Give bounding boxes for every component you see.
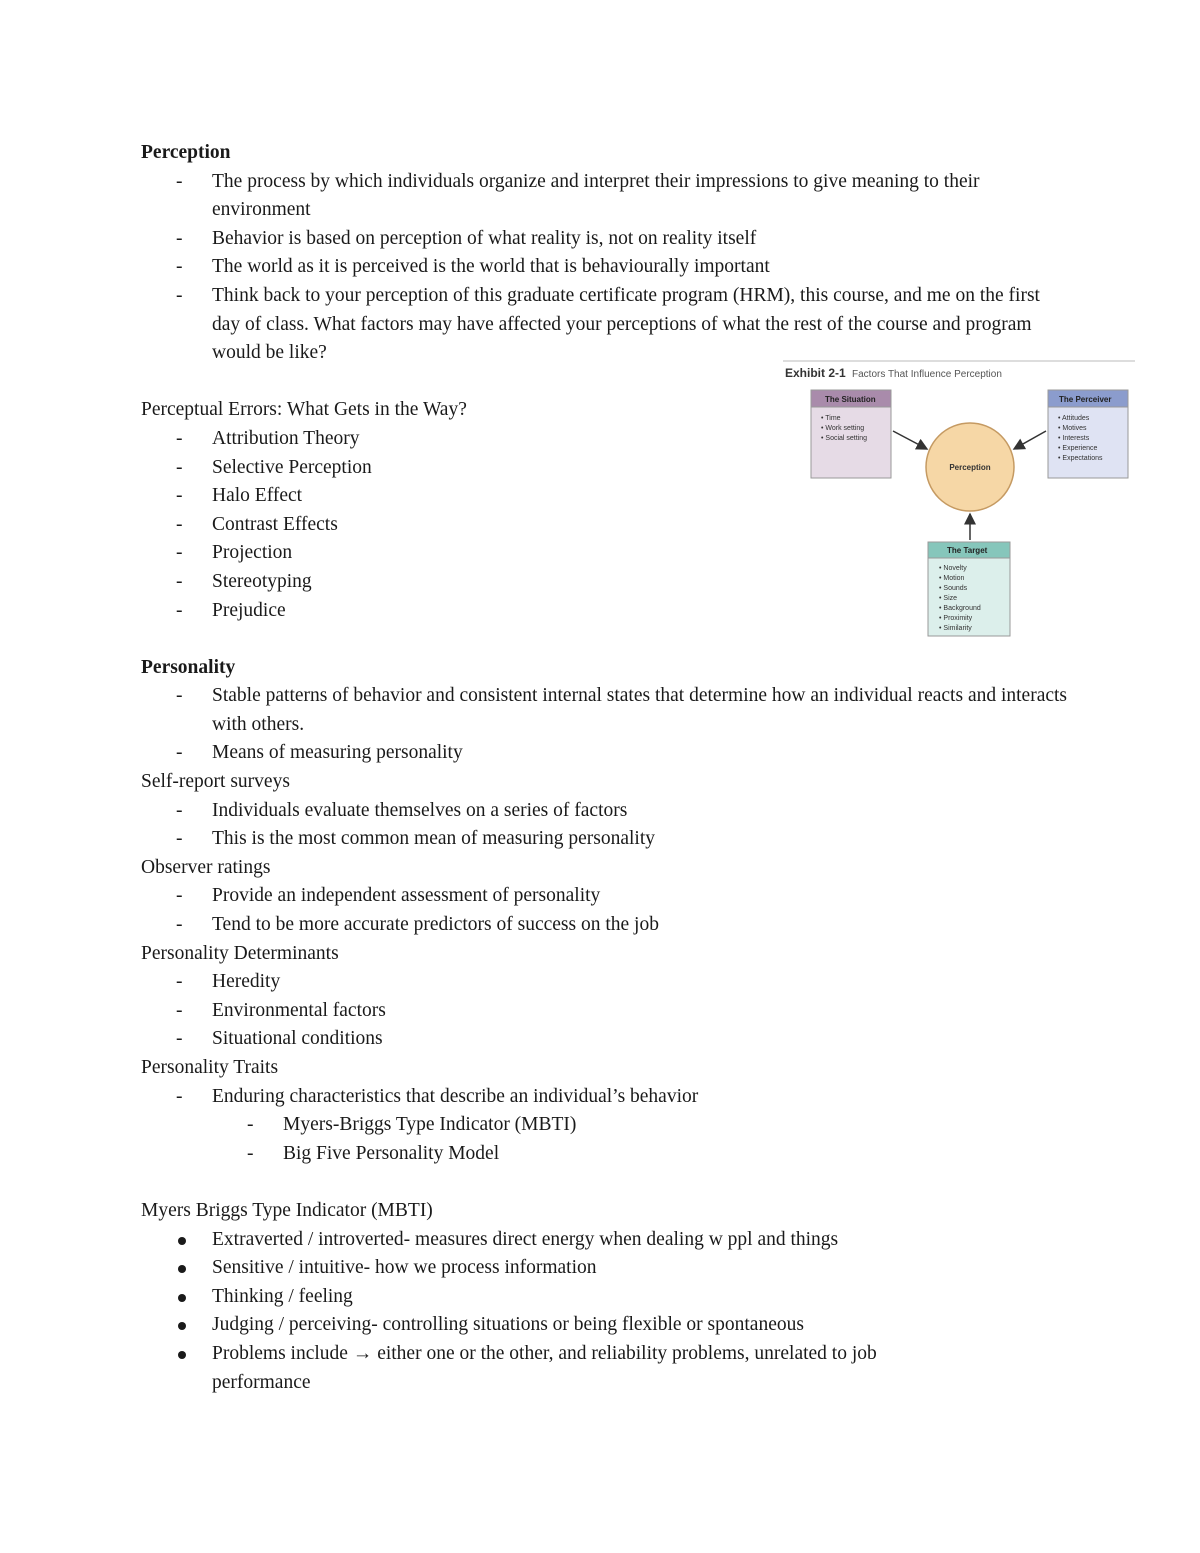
traits-list xyxy=(141,1083,1081,1169)
situation-arrow xyxy=(893,431,927,449)
perception-list xyxy=(141,168,1081,368)
bullet-item: Thinking / feeling xyxy=(141,1283,1081,1312)
target-item: • Background xyxy=(939,605,981,612)
perceiver-title: The Perceiver xyxy=(1059,395,1112,404)
list-item: - Halo Effect xyxy=(141,482,1081,511)
target-box xyxy=(928,542,1010,636)
target-item: • Novelty xyxy=(939,565,967,572)
target-item: • Similarity xyxy=(939,625,972,632)
list-item: - Contrast Effects xyxy=(141,511,1081,540)
list-item: - Means of measuring personality xyxy=(141,739,1081,768)
document-body xyxy=(141,139,1081,1397)
list-item: - Think back to your perception of this graduate certificate program (HRM), this course, and me on the first day of class. What factors may have affected your perceptions of what the rest of the course and program would be like? xyxy=(141,282,1081,368)
target-item: • Sounds xyxy=(939,585,968,592)
target-item: • Size xyxy=(939,595,958,602)
bullet-item: Problems include → either one or the other, and reliability problems, unrelated to job performance xyxy=(141,1340,1081,1397)
list-item: - Enduring characteristics that describe an individual’s behavior xyxy=(141,1083,1081,1112)
situation-item: • Social setting xyxy=(821,435,868,442)
list-item: - Individuals evaluate themselves on a series of factors xyxy=(141,797,1081,826)
personality-list xyxy=(141,682,1081,768)
observer-list xyxy=(141,882,1081,939)
exhibit-label: Exhibit 2-1 xyxy=(785,366,846,380)
self-report-list xyxy=(141,797,1081,854)
bullet-item: Sensitive / intuitive- how we process information xyxy=(141,1254,1081,1283)
exhibit-caption: Factors That Influence Perception xyxy=(852,369,1002,380)
perception-heading: Perception xyxy=(141,142,231,163)
perceiver-item: • Attitudes xyxy=(1058,415,1090,422)
list-item: - The world as it is perceived is the world that is behaviourally important xyxy=(141,253,1081,282)
situation-item: • Time xyxy=(821,415,841,422)
traits-heading: Personality Traits xyxy=(141,1057,279,1078)
list-item: - Stereotyping xyxy=(141,568,1081,597)
list-item: - Attribution Theory xyxy=(141,425,1081,454)
list-item: - Heredity xyxy=(141,968,1081,997)
target-item: • Proximity xyxy=(939,615,973,622)
sub-list-item: - Myers-Briggs Type Indicator (MBTI) xyxy=(141,1111,1081,1140)
list-item: - Tend to be more accurate predictors of success on the job xyxy=(141,911,1081,940)
sub-list-item: - Big Five Personality Model xyxy=(141,1140,1081,1169)
target-item: • Motion xyxy=(939,575,965,582)
perceiver-item: • Interests xyxy=(1058,435,1090,442)
perception-circle-label: Perception xyxy=(949,463,991,472)
list-item: - This is the most common mean of measuring personality xyxy=(141,825,1081,854)
list-item: - Projection xyxy=(141,539,1081,568)
determinants-heading: Personality Determinants xyxy=(141,942,339,964)
target-title: The Target xyxy=(947,546,988,555)
bullet-item: Extraverted / introverted- measures direct energy when dealing w ppl and things xyxy=(141,1226,1081,1255)
list-item: - Stable patterns of behavior and consistent internal states that determine how an individual reacts and interacts with others. xyxy=(141,682,1081,739)
situation-box xyxy=(811,390,891,478)
list-item: - Behavior is based on perception of what reality is, not on reality itself xyxy=(141,225,1081,254)
determinants-list xyxy=(141,968,1081,1054)
mbti-list xyxy=(141,1226,1081,1398)
perceiver-item: • Motives xyxy=(1058,425,1087,432)
bullet-item: Judging / perceiving- controlling situations or being flexible or spontaneous xyxy=(141,1311,1081,1340)
list-item: - Situational conditions xyxy=(141,1025,1081,1054)
perceiver-item: • Experience xyxy=(1058,445,1098,452)
perceiver-box xyxy=(1048,390,1128,478)
list-item: - The process by which individuals organize and interpret their impressions to give meaning to their environment xyxy=(141,168,1081,225)
situation-item: • Work setting xyxy=(821,425,865,432)
list-item: - Selective Perception xyxy=(141,454,1081,483)
exhibit-diagram xyxy=(783,357,1135,647)
list-item: - Prejudice xyxy=(141,597,1081,626)
perceiver-item: • Expectations xyxy=(1058,455,1103,462)
list-item: - Environmental factors xyxy=(141,997,1081,1026)
personality-heading: Personality xyxy=(141,656,236,678)
perceiver-arrow xyxy=(1014,431,1046,449)
observer-heading: Observer ratings xyxy=(141,856,271,878)
situation-title: The Situation xyxy=(825,395,876,404)
self-report-heading: Self-report surveys xyxy=(141,771,290,793)
perceptual-errors-heading: Perceptual Errors: What Gets in the Way? xyxy=(141,399,467,421)
mbti-heading: Myers Briggs Type Indicator (MBTI) xyxy=(141,1199,433,1221)
list-item: - Provide an independent assessment of personality xyxy=(141,882,1081,911)
